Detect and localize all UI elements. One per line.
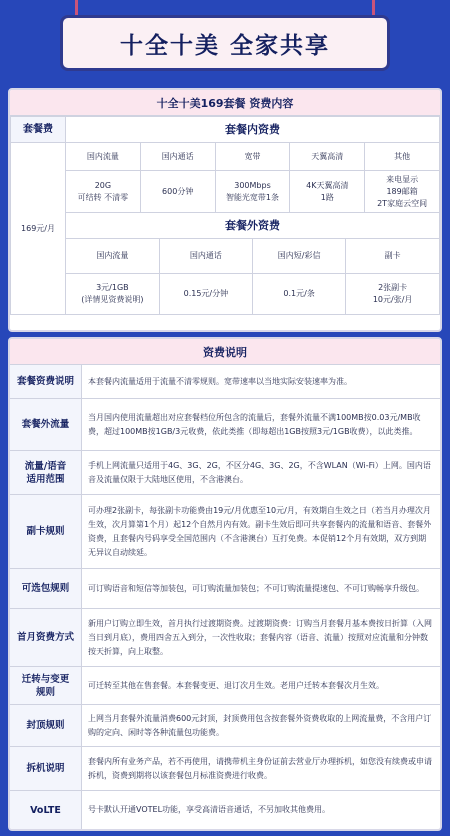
extra-header: 副卡 [384,251,401,260]
rule-row [10,747,440,791]
included-value: 600分钟 [140,171,215,213]
rule-text: 可订购语音和短信等加装包，可订购流量加装包；不可订购流量提速包、不可订购畅享升级包。 [88,583,424,593]
rule-row [10,451,440,495]
rules-card [8,337,442,831]
rule-text: 手机上网流量只适用于4G、3G、2G，不区分4G、3G、2G，不含WLAN（Wi-Fi）上网。国内语音及流量仅限于大陆地区使用，不含港澳台。 [88,460,431,484]
included-header: 天翼高清 [290,143,365,171]
rule-label: 可选包规则 [10,569,82,608]
rule-text: 可办理2张副卡，每张副卡功能费由19元/月优惠至10元/月，有效期自生效之日（若当月办理次月生效，次月算第1个月）起12个自然月内有效。副卡生效后即可共享套餐内的流量和语音、套餐外资费，且套餐内号码享受全国范围内（不含港澳台）互打免费。本促销12个月有效期，双方到期无异议自动续延。 [88,505,432,557]
rule-label: 封顶规则 [10,705,82,746]
package-table [10,116,440,315]
title-banner [60,15,390,71]
rule-row [10,365,440,399]
rule-row [10,791,440,829]
extra-title: 套餐外资费 [66,213,440,239]
extra-value: 2张副卡 10元/张/月 [372,283,413,304]
included-value: 20G 可结转 不清零 [66,171,141,213]
rule-text: 号卡默认开通VOTEL功能，享受高清语音通话，不另加收其他费用。 [88,805,331,814]
extra-header: 国内短/彩信 [253,239,346,273]
rule-label: 套餐外流量 [10,399,82,450]
rule-text: 当月国内使用流量超出对应套餐档位所包含的流量后，套餐外流量不满100MB按0.03元/MB收费，超过100MB按1GB/3元收费，依此类推（即每超出1GB按照3元/1GB收费），以此类推。 [88,412,421,436]
package-card [8,88,442,332]
included-value: 300Mbps 智能光宽带1条 [215,171,290,213]
fee-value: 169元/月 [11,143,66,315]
rule-label: 拆机说明 [10,747,82,790]
rule-row [10,667,440,705]
rule-text: 上网当月套餐外流量消费600元封顶，封顶费用包含按套餐外资费收取的上网流量费，不含用户订购的定向、闲时等各种流量包功能费。 [88,713,432,737]
rule-label: 首月资费方式 [10,609,82,666]
rule-text: 可迁转至其他在售套餐。本套餐变更、退订次月生效。老用户迁转本套餐次月生效。 [88,680,384,690]
extra-header-row [11,239,440,274]
rules-list [10,365,440,829]
extra-value: 3元/1GB (详情见资费说明) [66,274,159,314]
extra-value: 0.15元/分钟 [159,274,252,314]
rule-row [10,569,440,609]
rule-label: VoLTE [10,791,82,829]
rule-row [10,705,440,747]
included-header: 国内通话 [140,143,215,171]
rule-label: 流量/语音 适用范围 [10,451,82,494]
package-header: 十全十美169套餐 资费内容 [10,90,440,116]
rule-row [10,495,440,569]
extra-value-row [11,274,440,315]
rule-text: 套餐内所有业务产品，若不再使用，请携带机主身份证前去营业厅办理拆机，如您没有续费或申请拆机，资费到期将以该套餐包月标准资费进行收费。 [88,756,432,780]
rule-row [10,609,440,667]
included-header-row [11,143,440,171]
rule-row [10,399,440,451]
rules-header: 资费说明 [10,339,440,365]
included-value: 来电显示 189邮箱 2T家庭云空间 [365,171,440,213]
included-header: 宽带 [215,143,290,171]
included-header: 其他 [365,143,440,171]
rule-label: 迁转与变更 规则 [10,667,82,704]
fee-label: 套餐费 [11,117,66,143]
included-value-row [11,171,440,213]
rule-text: 新用户订购立即生效，首月执行过渡期资费。过渡期资费：订购当月套餐月基本费按日折算（入网当日到月底），费用四舍五入到分，一次性收取；套餐内容（语音、流量）按照对应流量和分钟数按天折算，向上取整。 [88,618,432,656]
included-title: 套餐内资费 [66,117,440,143]
rule-text: 本套餐内流量适用于流量不清零规则。宽带速率以当地实际安装速率为准。 [88,376,352,386]
banner-title: 十全十美 全家共享 [119,32,330,59]
included-header: 国内流量 [66,143,141,171]
rule-label: 套餐资费说明 [10,365,82,398]
extra-value: 0.1元/条 [253,274,346,314]
included-value: 4K天翼高清 1路 [290,171,365,213]
extra-header: 国内通话 [159,239,252,273]
extra-header: 国内流量 [66,239,159,273]
rule-label: 副卡规则 [10,495,82,568]
